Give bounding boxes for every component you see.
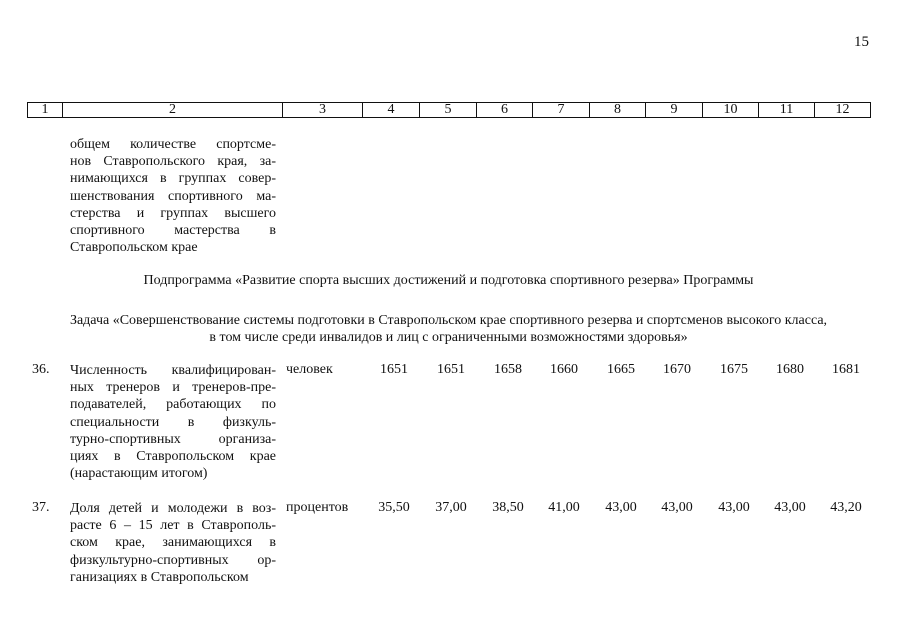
text-line: циях в Ставропольском крае [70, 449, 276, 465]
text-line: общем количестве спортсме- [70, 137, 276, 152]
indicator-name [70, 500, 276, 586]
task-heading-line-2: в том числе среди инвалидов и лиц с ограниченными возможностями здоровья» [209, 330, 688, 345]
value-cell: 37,00 [435, 500, 467, 515]
value-cell: 1651 [380, 362, 408, 377]
text-line: расте 6 – 15 лет в Ставрополь- [70, 518, 276, 534]
column-header-12: 12 [815, 103, 871, 118]
text-line: стерства и группах высшего [70, 205, 276, 221]
unit: процентов [286, 500, 349, 515]
text-line: спортивного мастерства в [70, 223, 276, 239]
text-line: ганизациях в Ставропольском [70, 569, 249, 585]
text-line: специальности в физкуль- [70, 414, 276, 430]
row-number: 37. [32, 500, 50, 515]
column-header-3: 3 [283, 103, 363, 118]
value-cell: 1660 [550, 362, 578, 377]
row-number: 36. [32, 362, 50, 377]
value-cell: 38,50 [492, 500, 524, 515]
value-cell: 43,00 [605, 500, 637, 515]
value-cell: 43,00 [774, 500, 806, 515]
column-header-6: 6 [477, 103, 533, 118]
indicator-name [70, 362, 276, 482]
subprogram-heading: Подпрограмма «Развитие спорта высших достижений и подготовка спортивного резерва» Программы [143, 273, 754, 288]
column-header-4: 4 [363, 103, 420, 118]
value-cell: 1665 [607, 362, 635, 377]
column-header-1: 1 [28, 103, 63, 118]
text-line: турно-спортивных организа- [70, 431, 276, 447]
value-cell: 41,00 [548, 500, 580, 515]
task-heading-line-1: Задача «Совершенствование системы подготовки в Ставропольском крае спортивного резерва и спортсменов высокого класса, [69, 313, 828, 328]
text-line: нимающихся в группах совер- [70, 171, 276, 187]
value-cell: 43,00 [661, 500, 693, 515]
column-header-10: 10 [703, 103, 759, 118]
value-cell: 1651 [437, 362, 465, 377]
continued-indicator-text [70, 136, 276, 256]
text-line: физкультурно-спортивных ор- [70, 552, 276, 568]
value-cell: 43,00 [718, 500, 750, 515]
text-line: Численность квалифицирован- [70, 363, 276, 378]
value-cell: 35,50 [378, 500, 410, 515]
text-line: ных тренеров и тренеров-пре- [70, 380, 276, 396]
column-header-row [27, 102, 871, 118]
text-line: шенствования спортивного ма- [70, 188, 276, 204]
text-line: нов Ставропольского края, за- [70, 154, 276, 170]
value-cell: 1675 [720, 362, 748, 377]
column-header-8: 8 [590, 103, 646, 118]
text-line: Ставропольском крае [70, 240, 198, 256]
column-header-5: 5 [420, 103, 477, 118]
page-number: 15 [854, 34, 869, 50]
column-header-11: 11 [759, 103, 815, 118]
column-header-9: 9 [646, 103, 703, 118]
unit: человек [286, 362, 333, 377]
value-cell: 1680 [776, 362, 804, 377]
text-line: (нарастающим итогом) [70, 466, 208, 482]
text-line: Доля детей и молодежи в воз- [70, 501, 276, 516]
text-line: ском крае, занимающихся в [70, 535, 276, 551]
text-line: подавателей, работающих по [70, 397, 276, 413]
column-header-2: 2 [63, 103, 283, 118]
value-cell: 43,20 [830, 500, 862, 515]
value-cell: 1670 [663, 362, 691, 377]
value-cell: 1681 [832, 362, 860, 377]
value-cell: 1658 [494, 362, 522, 377]
column-header-7: 7 [533, 103, 590, 118]
